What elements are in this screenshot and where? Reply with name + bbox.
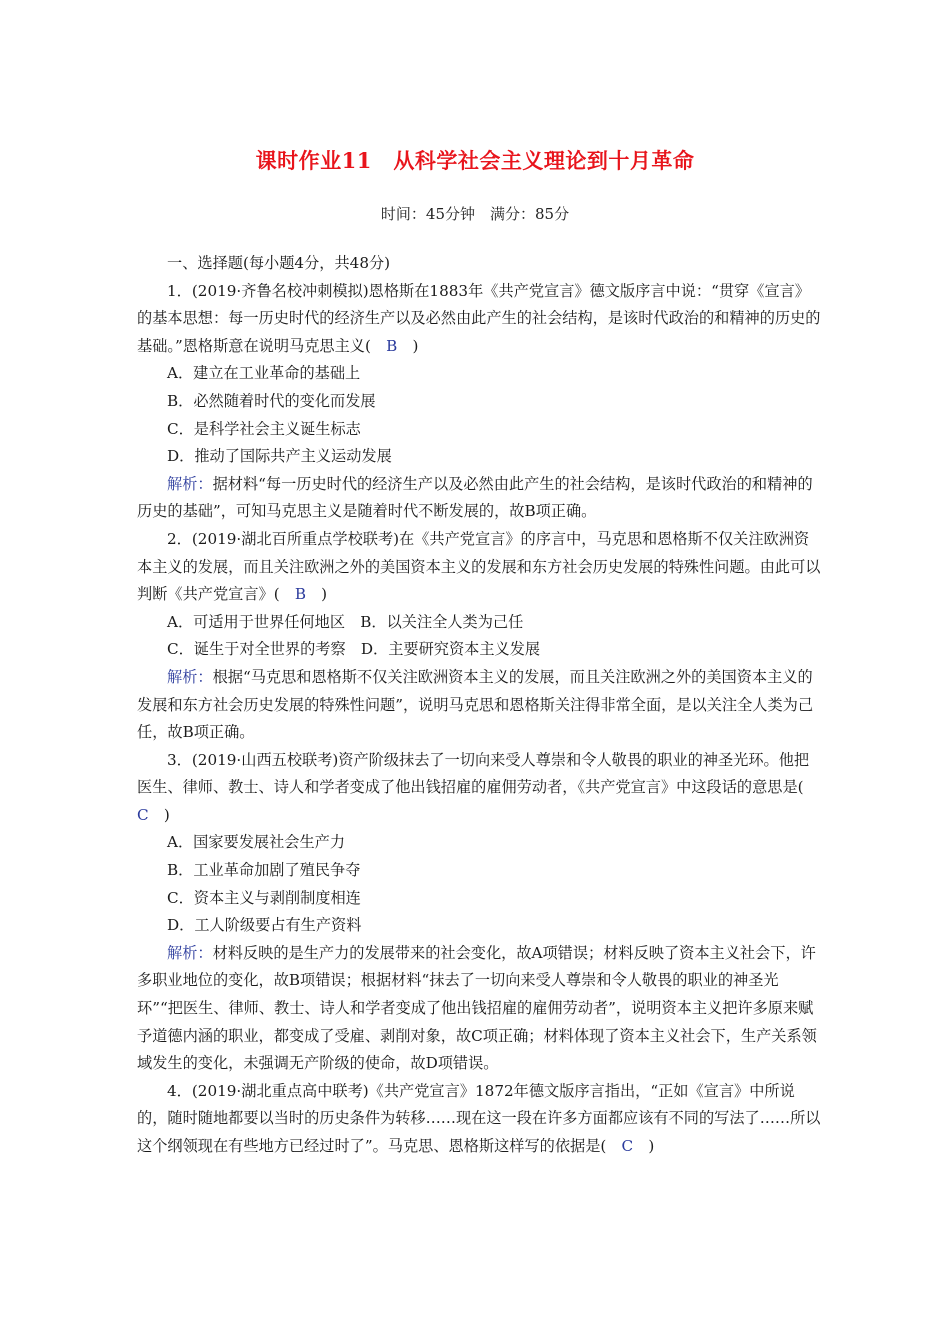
question-1-stem: 1．(2019·齐鲁名校冲刺模拟)恩格斯在1883年《共产党宣言》德文版序言中说：“贯穿《宣言》的基本思想：每一历史时代的经济生产以及必然由此产生的社会结构，是该时代政治的和精神的历史的基础。”恩格斯意在说明马克思主义( B ) bbox=[137, 281, 821, 355]
question-3-answer: C bbox=[137, 805, 149, 824]
analysis-label: 解析： bbox=[167, 667, 213, 686]
question-1-analysis: 解析：据材料“每一历史时代的经济生产以及必然由此产生的社会结构，是该时代政治的和精神的历史的基础”，可知马克思主义是随着时代不断发展的，故B项正确。 bbox=[137, 474, 813, 521]
question-1-option-a: A．建立在工业革命的基础上 bbox=[167, 364, 361, 383]
question-2-options-cd: C．诞生于对全世界的考察 D．主要研究资本主义发展 bbox=[167, 640, 541, 659]
question-1-option-d: D．推动了国际共产主义运动发展 bbox=[167, 447, 392, 466]
page-title: 课时作业11 从科学社会主义理论到十月革命 bbox=[255, 148, 695, 173]
question-2-stem: 2．(2019·湖北百所重点学校联考)在《共产党宣言》的序言中，马克思和恩格斯不仅关注欧洲资本主义的发展，而且关注欧洲之外的美国资本主义的发展和东方社会历史发展的特殊性问题。由此可以判断《共产党宣言》( B ) bbox=[137, 529, 821, 604]
question-4-stem: 4．(2019·湖北重点高中联考)《共产党宣言》1872年德文版序言指出，“正如《宣言》中所说的，随时随地都要以当时的历史条件为转移……现在这一段在许多方面都应该有不同的写法了……所以这个纲领现在有些地方已经过时了”。马克思、恩格斯这样写的依据是( C ) bbox=[137, 1081, 821, 1155]
question-3-stem: 3．(2019·山西五校联考)资产阶级抹去了一切向来受人尊崇和令人敬畏的职业的神圣光环。他把医生、律师、教士、诗人和学者变成了他出钱招雇的雇佣劳动者，《共产党宣言》中这段话的意思是( C ) bbox=[137, 750, 810, 824]
question-1-answer: B bbox=[386, 336, 398, 355]
question-4-answer: C bbox=[621, 1137, 634, 1155]
question-2-analysis: 解析：根据“马克思和恩格斯不仅关注欧洲资本主义的发展，而且关注欧洲之外的美国资本主义的发展和东方社会历史发展的特殊性问题”，说明马克思和恩格斯关注得非常全面，是以关注全人类为己任，故B项正确。 bbox=[137, 667, 814, 742]
question-1-option-b: B．必然随着时代的变化而发展 bbox=[167, 391, 376, 410]
section-header: 一、选择题(每小题4分，共48分) bbox=[167, 254, 391, 272]
time-score-info: 时间：45分钟 满分：85分 bbox=[380, 205, 570, 223]
document-body bbox=[137, 250, 821, 1161]
question-1-option-c: C．是科学社会主义诞生标志 bbox=[167, 419, 361, 438]
analysis-label: 解析： bbox=[167, 474, 213, 493]
question-3-option-b: B．工业革命加剧了殖民争夺 bbox=[167, 861, 361, 880]
question-2-answer: B bbox=[294, 585, 306, 604]
question-3-analysis: 解析：材料反映的是生产力的发展带来的社会变化，故A项错误；材料反映了资本主义社会下，许多职业地位的变化，故B项错误；根据材料“抹去了一切向来受人尊崇和令人敬畏的职业的神圣光环”“把医生、律师、教士、诗人和学者变成了他出钱招雇的雇佣劳动者”，说明资本主义把许多原来赋予道德内涵的职业，都变成了受雇、剥削对象，故C项正确；材料体现了资本主义社会下，生产关系领域发生的变化，未强调无产阶级的使命，故D项错误。 bbox=[137, 943, 817, 1073]
question-3-option-a: A．国家要发展社会生产力 bbox=[167, 833, 346, 852]
question-2-options-ab: A．可适用于世界任何地区 B．以关注全人类为己任 bbox=[167, 612, 524, 631]
analysis-label: 解析： bbox=[167, 943, 213, 962]
question-3-option-d: D．工人阶级要占有生产资料 bbox=[167, 916, 362, 935]
question-3-option-c: C．资本主义与剥削制度相连 bbox=[167, 888, 361, 907]
